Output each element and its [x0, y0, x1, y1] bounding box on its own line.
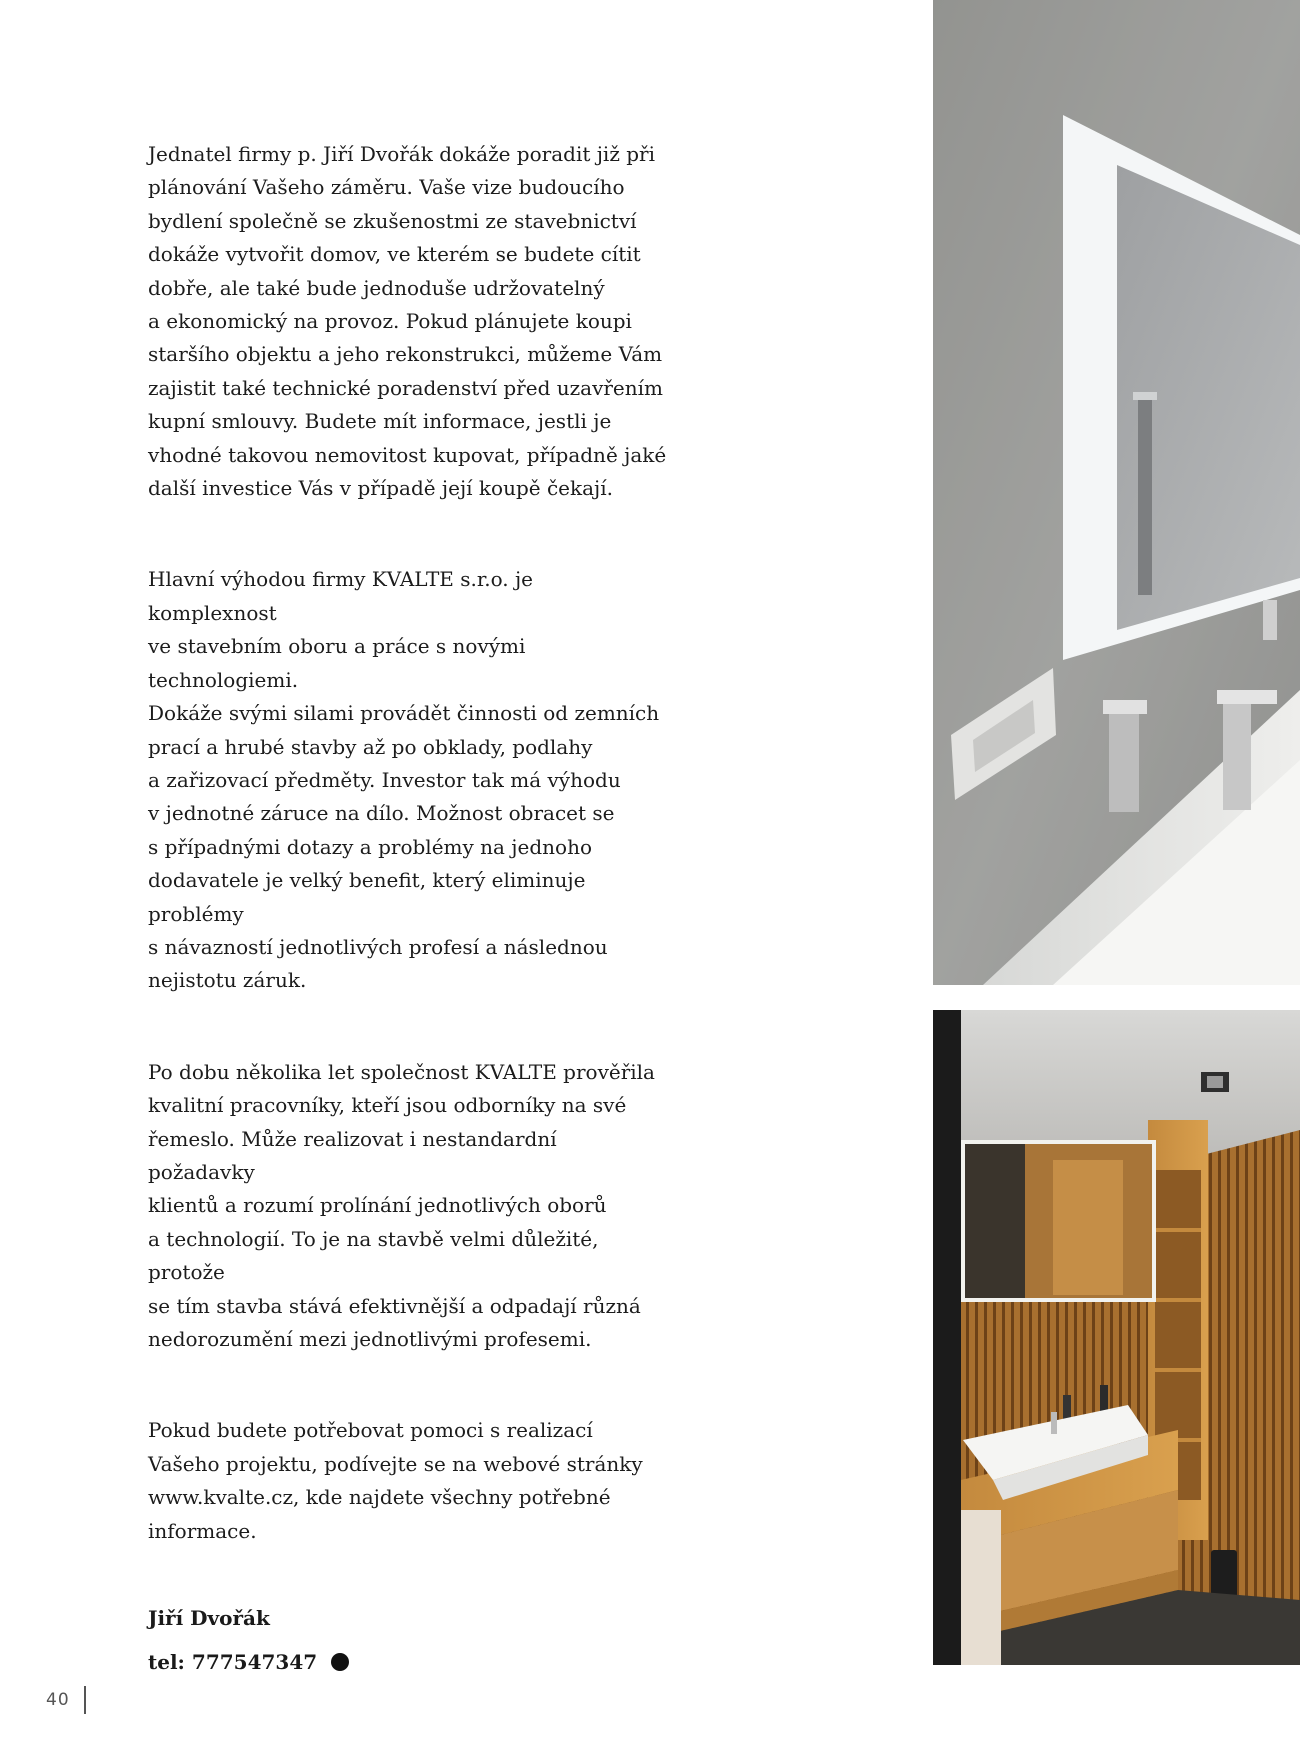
- author-name: Jiří Dvořák: [148, 1606, 270, 1631]
- contact-row: [148, 1650, 668, 1674]
- paragraph-3: Po dobu několika let společnost KVALTE prověřila kvalitní pracovníky, kteří jsou odborníky na své řemeslo. Může realizovat i nestandardní požadavky klientů a rozumí prolínání jednotlivých oborů a technologií. To je na stavbě velmi důležité, protože se tím stavba stává efektivnější a odpadají různá nedorozumění mezi jednotlivými profesemi.: [148, 1059, 655, 1351]
- paragraph-1: Jednatel firmy p. Jiří Dvořák dokáže poradit již při plánování Vašeho záměru. Vaše vize budoucího bydlení společně se zkušenostmi ze stavebnictví dokáže vytvořit domov, ve kterém se budete cítit dobře, ale také bude jednoduše udržovatelný a ekonomický na provoz. Pokud plánujete koupi staršího objektu a jeho rekonstrukci, můžeme Vám zajistit také technické poradenství před uzavřením kupní smlouvy. Budete mít informace, jestli je vhodné takovou nemovitost kupovat, případně jaké další investice Vás v případě její koupě čekají.: [148, 142, 667, 501]
- article-body: [148, 138, 668, 1674]
- page-footer: [46, 1686, 86, 1714]
- bathroom-mirror-photo: [933, 0, 1300, 985]
- paragraph-4: Pokud budete potřebovat pomoci s realizací Vašeho projektu, podívejte se na webové stránky www.kvalte.cz, kde najdete všechny potřebné informace.: [148, 1418, 643, 1543]
- page-number: 40: [46, 1690, 70, 1710]
- wooden-bathroom-photo: [933, 1010, 1300, 1665]
- phone-number: tel: 777547347: [148, 1650, 318, 1675]
- footer-divider: [84, 1686, 86, 1714]
- end-mark-dot: [331, 1653, 349, 1671]
- paragraph-2: Hlavní výhodou firmy KVALTE s.r.o. je komplexnost ve stavebním oboru a práce s novými technologiemi. Dokáže svými silami provádět činnosti od zemních prací a hrubé stavby až po obklady, podlahy a zařizovací předměty. Investor tak má výhodu v jednotné záruce na dílo. Možnost obracet se s případnými dotazy a problémy na jednoho dodavatele je velký benefit, který eliminuje problémy s návazností jednotlivých profesí a následnou nejistotu záruk.: [148, 567, 660, 993]
